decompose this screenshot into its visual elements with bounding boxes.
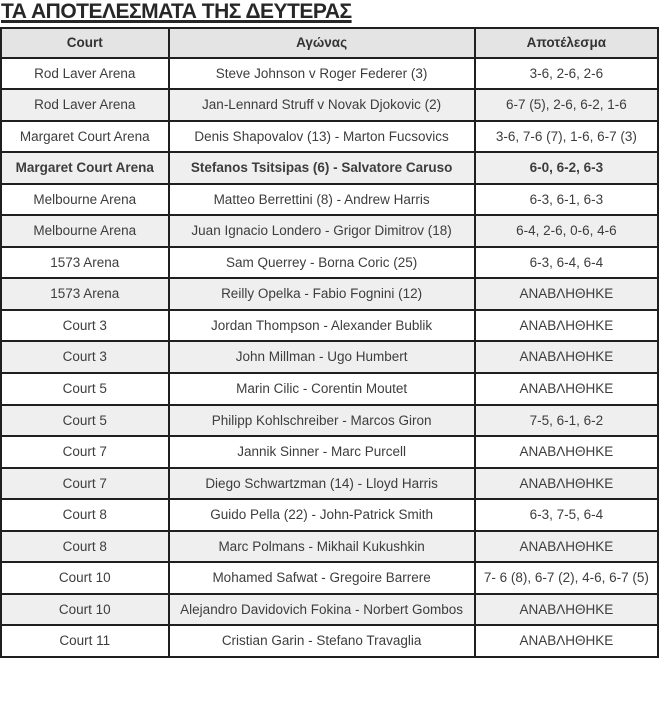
result-cell: 6-7 (5), 2-6, 6-2, 1-6 — [475, 89, 658, 121]
match-cell: Diego Schwartzman (14) - Lloyd Harris — [169, 468, 475, 500]
table-row — [1, 436, 658, 468]
table-row — [1, 531, 658, 563]
table-row — [1, 625, 658, 657]
court-cell: Margaret Court Arena — [1, 152, 169, 184]
header-cell-court: Court — [1, 28, 169, 58]
result-cell: ΑΝΑΒΛΗΘΗΚΕ — [475, 594, 658, 626]
table-row — [1, 89, 658, 121]
page-title: ΤΑ ΑΠΟΤΕΛΕΣΜΑΤΑ ΤΗΣ ΔΕΥΤΕΡΑΣ — [1, 0, 352, 23]
match-cell: John Millman - Ugo Humbert — [169, 341, 475, 373]
table-row — [1, 58, 658, 90]
court-cell: Court 3 — [1, 310, 169, 342]
result-cell: ΑΝΑΒΛΗΘΗΚΕ — [475, 625, 658, 657]
result-cell: 6-3, 7-5, 6-4 — [475, 499, 658, 531]
court-cell: Court 11 — [1, 625, 169, 657]
result-cell: 3-6, 7-6 (7), 1-6, 6-7 (3) — [475, 121, 658, 153]
table-row — [1, 152, 658, 184]
results-page — [0, 1, 660, 658]
court-cell: Court 5 — [1, 405, 169, 437]
result-cell: ΑΝΑΒΛΗΘΗΚΕ — [475, 436, 658, 468]
table-row — [1, 499, 658, 531]
header-row — [1, 28, 658, 58]
result-cell: 6-3, 6-1, 6-3 — [475, 184, 658, 216]
match-cell: Jordan Thompson - Alexander Bublik — [169, 310, 475, 342]
court-cell: Court 8 — [1, 531, 169, 563]
match-cell: Alejandro Davidovich Fokina - Norbert Gombos — [169, 594, 475, 626]
result-cell: 6-3, 6-4, 6-4 — [475, 247, 658, 279]
result-cell: ΑΝΑΒΛΗΘΗΚΕ — [475, 373, 658, 405]
court-cell: Rod Laver Arena — [1, 58, 169, 90]
match-cell: Cristian Garin - Stefano Travaglia — [169, 625, 475, 657]
match-cell: Philipp Kohlschreiber - Marcos Giron — [169, 405, 475, 437]
match-cell: Stefanos Tsitsipas (6) - Salvatore Caruso — [169, 152, 475, 184]
court-cell: Court 8 — [1, 499, 169, 531]
result-cell: ΑΝΑΒΛΗΘΗΚΕ — [475, 468, 658, 500]
match-cell: Sam Querrey - Borna Coric (25) — [169, 247, 475, 279]
court-cell: Court 7 — [1, 468, 169, 500]
match-cell: Marc Polmans - Mikhail Kukushkin — [169, 531, 475, 563]
result-cell: 6-0, 6-2, 6-3 — [475, 152, 658, 184]
court-cell: Melbourne Arena — [1, 184, 169, 216]
court-cell: 1573 Arena — [1, 278, 169, 310]
table-row — [1, 310, 658, 342]
table-row — [1, 341, 658, 373]
match-cell: Denis Shapovalov (13) - Marton Fucsovics — [169, 121, 475, 153]
table-row — [1, 121, 658, 153]
match-cell: Steve Johnson v Roger Federer (3) — [169, 58, 475, 90]
result-cell: 6-4, 2-6, 0-6, 4-6 — [475, 215, 658, 247]
match-cell: Marin Cilic - Corentin Moutet — [169, 373, 475, 405]
court-cell: Court 7 — [1, 436, 169, 468]
court-cell: Court 3 — [1, 341, 169, 373]
court-cell: Margaret Court Arena — [1, 121, 169, 153]
result-cell: ΑΝΑΒΛΗΘΗΚΕ — [475, 278, 658, 310]
match-cell: Guido Pella (22) - John-Patrick Smith — [169, 499, 475, 531]
table-row — [1, 247, 658, 279]
table-row — [1, 184, 658, 216]
match-cell: Reilly Opelka - Fabio Fognini (12) — [169, 278, 475, 310]
court-cell: Court 5 — [1, 373, 169, 405]
table-body — [1, 58, 658, 657]
match-cell: Juan Ignacio Londero - Grigor Dimitrov (18) — [169, 215, 475, 247]
result-cell: ΑΝΑΒΛΗΘΗΚΕ — [475, 310, 658, 342]
result-cell: ΑΝΑΒΛΗΘΗΚΕ — [475, 531, 658, 563]
header-cell-result: Αποτέλεσμα — [475, 28, 658, 58]
table-row — [1, 468, 658, 500]
match-cell: Jannik Sinner - Marc Purcell — [169, 436, 475, 468]
result-cell: ΑΝΑΒΛΗΘΗΚΕ — [475, 341, 658, 373]
court-cell: Melbourne Arena — [1, 215, 169, 247]
court-cell: Court 10 — [1, 562, 169, 594]
table-row — [1, 373, 658, 405]
match-cell: Matteo Berrettini (8) - Andrew Harris — [169, 184, 475, 216]
court-cell: 1573 Arena — [1, 247, 169, 279]
court-cell: Rod Laver Arena — [1, 89, 169, 121]
table-row — [1, 405, 658, 437]
results-table — [0, 27, 659, 658]
match-cell: Jan-Lennard Struff v Novak Djokovic (2) — [169, 89, 475, 121]
result-cell: 7-5, 6-1, 6-2 — [475, 405, 658, 437]
table-row — [1, 215, 658, 247]
result-cell: 3-6, 2-6, 2-6 — [475, 58, 658, 90]
match-cell: Mohamed Safwat - Gregoire Barrere — [169, 562, 475, 594]
table-row — [1, 594, 658, 626]
result-cell: 7- 6 (8), 6-7 (2), 4-6, 6-7 (5) — [475, 562, 658, 594]
table-row — [1, 278, 658, 310]
court-cell: Court 10 — [1, 594, 169, 626]
table-row — [1, 562, 658, 594]
header-cell-match: Αγώνας — [169, 28, 475, 58]
